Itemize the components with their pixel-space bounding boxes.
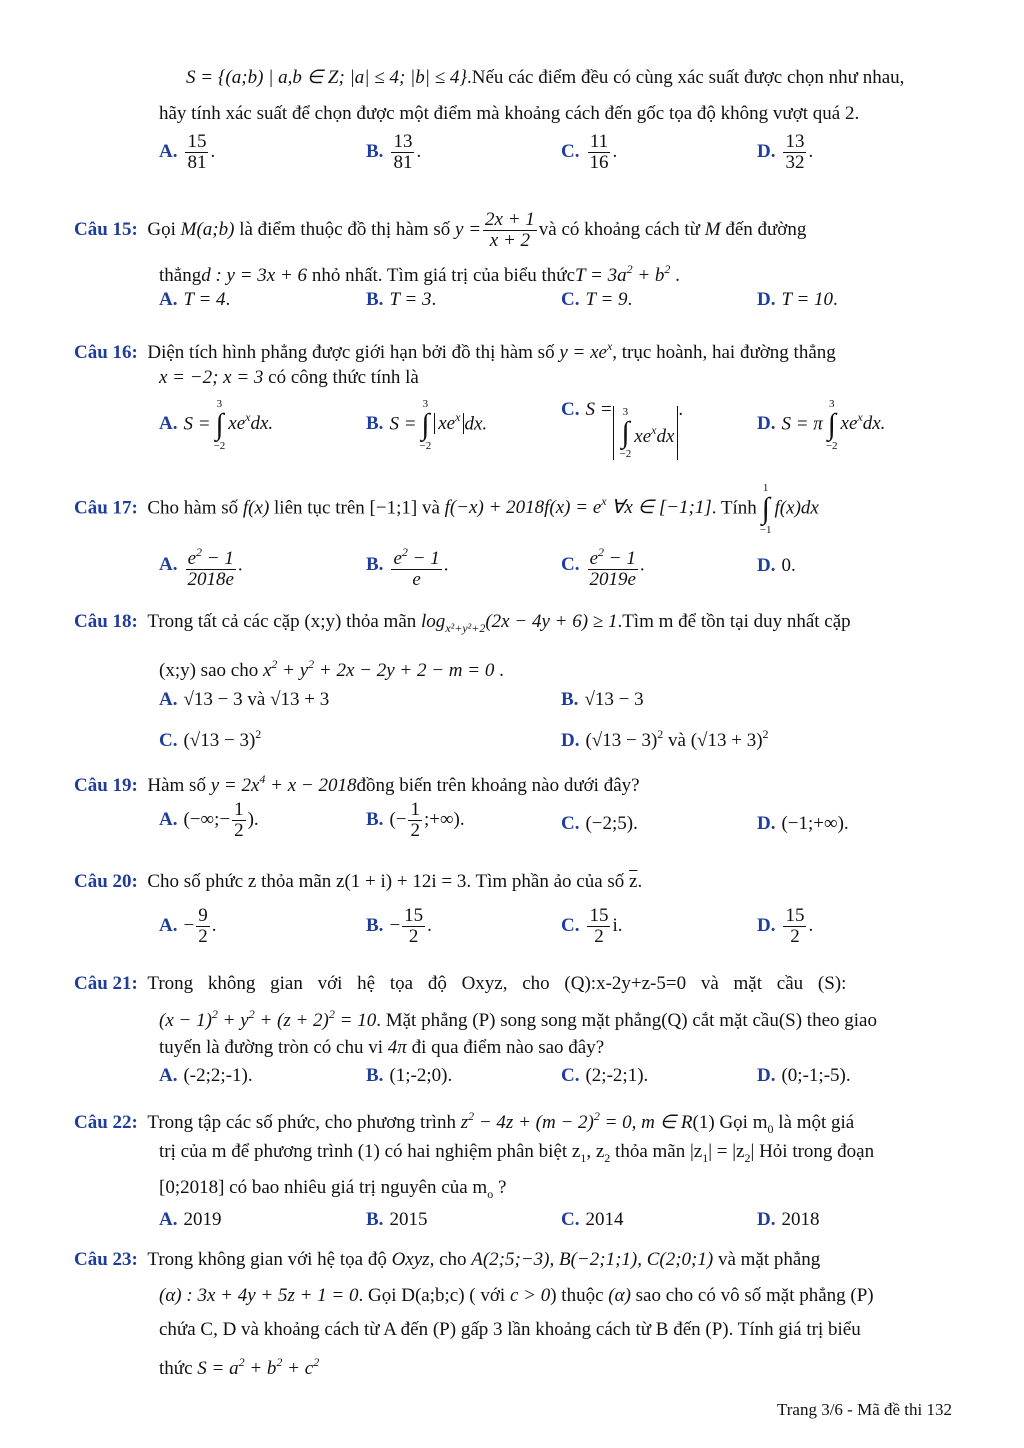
q23-line1: Câu 23: Trong không gian với hệ tọa độ Oxyz, cho A(2;5;−3), B(−2;1;1), C(2;0;1) và mặt phẳng [74,1249,821,1270]
q21-line2: $(x - 1)^2 + y^2 + (z + 2)^2 = 10$. Mặt phẳng (P) song song mặt phẳng(Q) cắt mặt cầu(S) theo giao [159,1007,877,1031]
q17-option-c[interactable]: C. $\frac{e^2 - 1}{2019e}$ . [561,542,645,590]
question-number: Câu 19: [74,775,138,796]
q15-option-d[interactable]: D. T = 10. [757,289,838,310]
q18-option-d[interactable]: D. $(√13 - 3)^2$ và $(√13 + 3)^2$ [561,727,769,751]
q20-option-c[interactable]: C. $\frac{15}{2}$ i. [561,905,623,947]
q16-option-c[interactable]: C. S = 3 ∫ −2 $xe^xdx$ . [561,399,684,460]
question-number: Câu 20: [74,871,138,892]
q16-line2: x = −2; x = 3 có công thức tính là [159,367,419,388]
q15-option-b[interactable]: B. T = 3. [366,289,437,310]
question-number: Câu 15: [74,218,138,240]
q22-option-b[interactable]: B. 2015 [366,1209,428,1230]
q15-line1: Câu 15: Gọi M(a;b) là điểm thuộc đồ thị hàm số y = $\frac{2x + 1}{x + 2}$ và có khoảng cách từ M đến đường [74,209,807,251]
q19-option-b[interactable]: B. (− $\frac{1}{2}$ ;+∞). [366,799,465,841]
q18-line2: (x;y) sao cho $x^2 + y^2 + 2x - 2y + 2 - m = 0$ . [159,657,504,681]
q22-line2: trị của m để phương trình (1) có hai nghiệm phân biệt $z_1$, $z_2$ thỏa mãn $|z_1| = |z_2|$ Hỏi trong đoạn [159,1141,875,1165]
q17-line1: Câu 17: Cho hàm số f(x) liên tục trên [−1;1] và $f(-x) + 2018f(x) = e^x$ ∀x ∈ [−1;1]. Tính 1 ∫ −1 f(x)dx [74,482,819,536]
q20-option-d[interactable]: D. $\frac{15}{2}$ . [757,905,814,947]
q19-option-d[interactable]: D. (−1;+∞). [757,813,849,834]
q21-option-a[interactable]: A. (-2;2;-1). [159,1065,253,1086]
q21-option-c[interactable]: C. (2;-2;1). [561,1065,649,1086]
q15-option-c[interactable]: C. T = 9. [561,289,633,310]
q17-option-b[interactable]: B. $\frac{e^2 - 1}{e}$ . [366,542,448,590]
q21-option-d[interactable]: D. (0;-1;-5). [757,1065,851,1086]
q20-option-a[interactable]: A. − $\frac{9}{2}$ . [159,905,217,947]
q19-option-c[interactable]: C. (−2;5). [561,813,638,834]
q23-line4: thức $S = a^2 + b^2 + c^2$ [159,1355,320,1379]
q21-line1: Câu 21: Trong không gian với hệ tọa độ Oxyz, cho (Q):x-2y+z-5=0 và mặt cầu (S): [74,973,847,994]
question-number: Câu 22: [74,1112,138,1133]
question-number: Câu 16: [74,342,138,363]
q22-option-c[interactable]: C. 2014 [561,1209,624,1230]
q22-option-d[interactable]: D. 2018 [757,1209,820,1230]
q16-line1: Câu 16: Diện tích hình phẳng được giới hạn bởi đồ thị hàm số $y = xe^x$, trục hoành, hai đường thẳng [74,339,836,363]
q18-line1: Câu 18: Trong tất cả các cặp (x;y) thỏa mãn $\log_{x^2+y^2+2}(2x - 4y + 6)$ ≥ 1.Tìm m để tồn tại duy nhất cặp [74,611,851,635]
q14-line1-text: .Nếu các điểm đều có cùng xác suất được chọn như nhau, [467,67,905,88]
q23-line3: chứa C, D và khoảng cách từ A đến (P) gấp 3 lần khoảng cách từ B đến (P). Tính giá trị biểu [159,1319,861,1340]
q22-line3: [0;2018] có bao nhiêu giá trị nguyên của $m_o$ ? [159,1177,507,1201]
q21-line3: tuyến là đường tròn có chu vi 4π đi qua điểm nào sao đây? [159,1037,605,1058]
q21-option-b[interactable]: B. (1;-2;0). [366,1065,453,1086]
q14-set-formula: S = {(a;b) | a,b ∈ Z; |a| ≤ 4; |b| ≤ 4} [186,67,467,88]
page-footer: Trang 3/6 - Mã đề thi 132 [776,1400,952,1419]
q16-option-d[interactable]: D. S = π 3 ∫ −2 $xe^xdx$. [757,398,886,452]
q23-line2: (α) : 3x + 4y + 5z + 1 = 0. Gọi D(a;b;c) ( với c > 0) thuộc (α) sao cho có vô số mặt phẳng (P) [159,1285,874,1306]
q19-line1: Câu 19: Hàm số $y = 2x^4 + x$ − 2018đồng biến trên khoảng nào dưới đây? [74,772,640,796]
q15-option-a[interactable]: A. T = 4. [159,289,231,310]
q18-option-c[interactable]: C. $(√13 - 3)^2$ [159,727,262,751]
q18-option-a[interactable]: A. √13 − 3 và √13 + 3 [159,689,330,710]
q15-line2: thẳngd : y = 3x + 6 nhỏ nhất. Tìm giá trị của biểu thứcT = $3a^2 + b^2$ . [159,262,680,286]
q14-option-c[interactable]: C. $\frac{11}{16}$ . [561,131,618,173]
question-number: Câu 23: [74,1249,138,1270]
q22-line1: Câu 22: Trong tập các số phức, cho phương trình $z^2 - 4z + (m - 2)^2 = 0$, m ∈ R(1) Gọi $m_0$ là một giá [74,1109,855,1136]
q17-option-d[interactable]: D. 0. [757,555,796,576]
q14-option-d[interactable]: D. $\frac{13}{32}$ . [757,131,814,173]
q18-option-b[interactable]: B. √13 − 3 [561,689,644,710]
q20-option-b[interactable]: B. − $\frac{15}{2}$ . [366,905,432,947]
question-number: Câu 21: [74,973,138,994]
q14-option-b[interactable]: B. $\frac{13}{81}$ . [366,131,422,173]
q14-line2: hãy tính xác suất để chọn được một điểm mà khoảng cách đến gốc tọa độ không vượt quá 2. [159,103,860,124]
q14-option-a[interactable]: A. $\frac{15}{81}$ . [159,131,216,173]
question-number: Câu 18: [74,611,138,632]
q17-option-a[interactable]: A. $\frac{e^2 - 1}{2018e}$ . [159,542,243,590]
q16-option-a[interactable]: A. S = 3 ∫ −2 $xe^xdx$. [159,398,274,452]
question-number: Câu 17: [74,497,138,519]
q19-option-a[interactable]: A. (−∞;− $\frac{1}{2}$ ). [159,799,259,841]
q16-option-b[interactable]: B. S = 3 ∫ −2 $xe^x$ dx. [366,398,488,452]
q20-line1: Câu 20: Cho số phức z thỏa mãn z(1 + i) + 12i = 3. Tìm phần ảo của số $\overline{z}$. [74,871,643,892]
q22-option-a[interactable]: A. 2019 [159,1209,222,1230]
q14-line1 [186,66,904,90]
